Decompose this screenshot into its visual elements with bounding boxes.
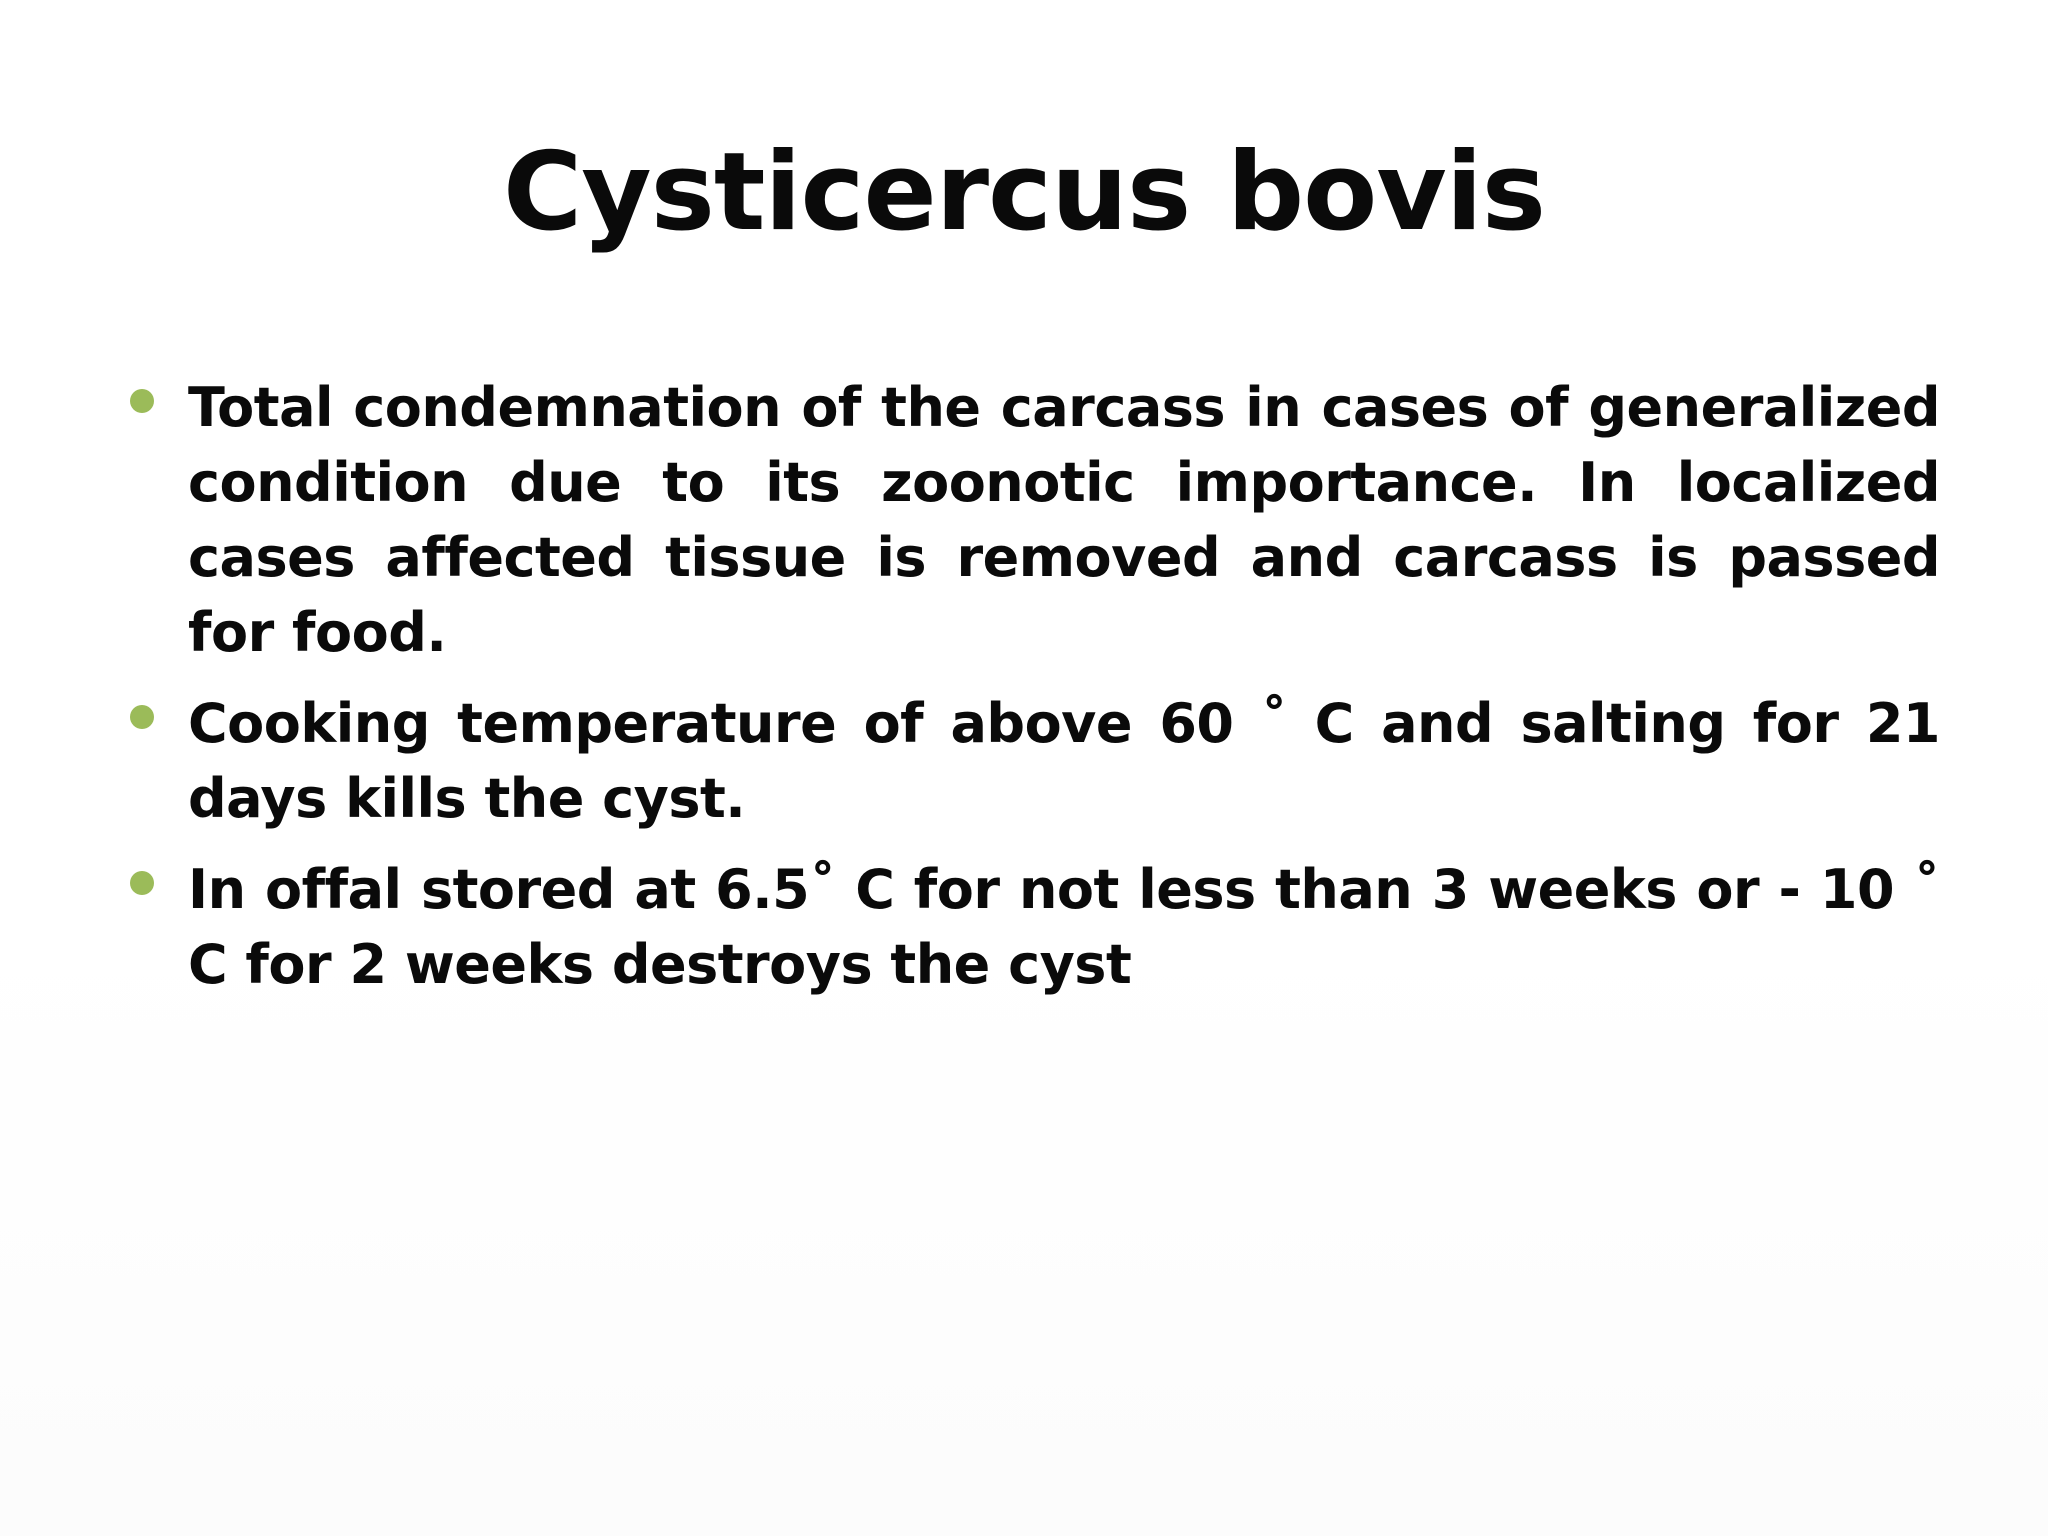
bullet-text: Cooking temperature of above 60 ˚ C and salting for 21 days kills the cyst. bbox=[188, 692, 1940, 830]
bullet-item-offal-storage bbox=[128, 852, 1940, 1002]
bullet-text: Total condemnation of the carcass in cases of generalized condition due to its zoonotic importance. In localized cases affected tissue is removed and carcass is passed for food. bbox=[188, 376, 1940, 664]
bullet-item-cooking bbox=[128, 686, 1940, 836]
bullet-text: In offal stored at 6.5˚ C for not less than 3 weeks or - 10 ˚ C for 2 weeks destroys the cyst bbox=[188, 858, 1940, 996]
bullet-dot-icon bbox=[130, 705, 154, 729]
bullet-dot-icon bbox=[130, 871, 154, 895]
bullet-item-condemnation bbox=[128, 370, 1940, 670]
bullet-list bbox=[128, 370, 1940, 1018]
bullet-dot-icon bbox=[130, 389, 154, 413]
slide-title: Cysticercus bovis bbox=[502, 130, 1546, 255]
